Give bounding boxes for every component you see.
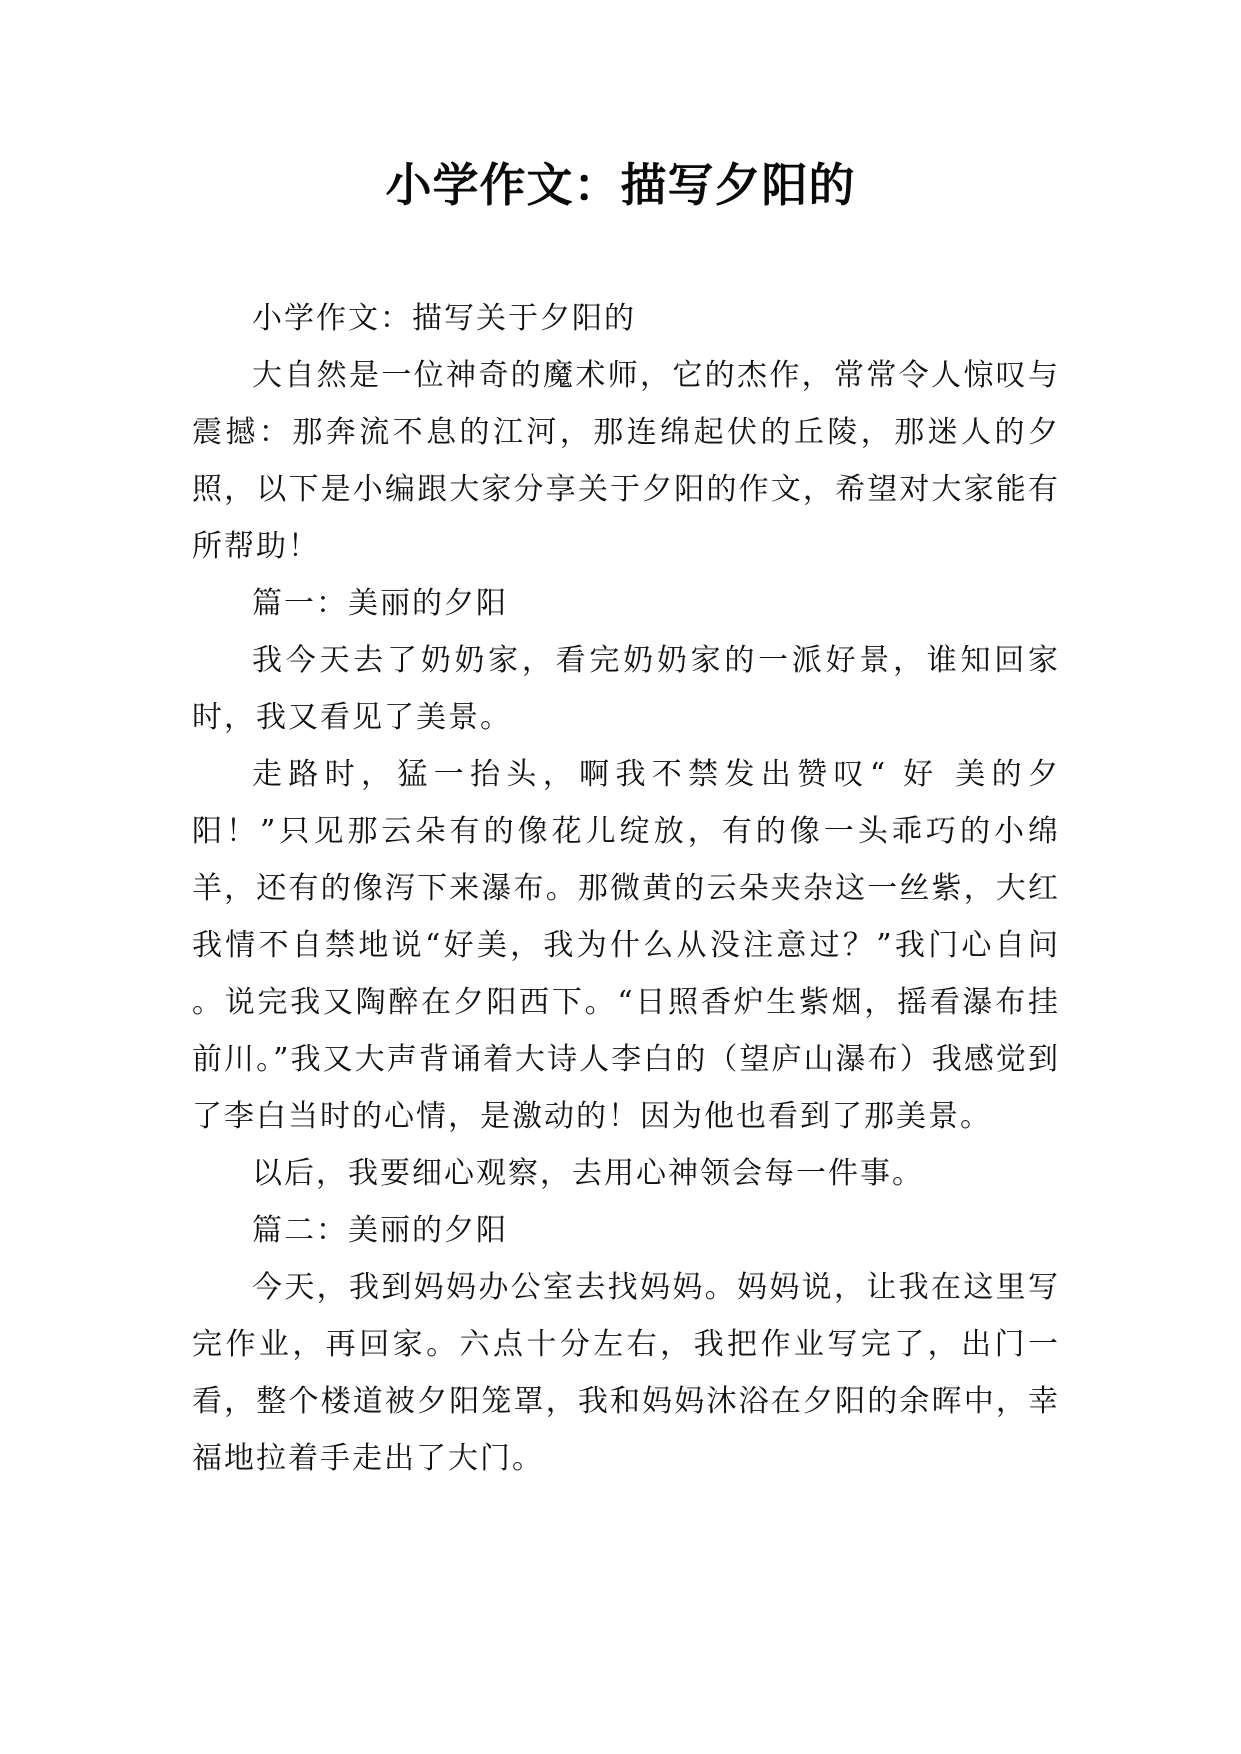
paragraph: 走路时，猛一抬头，啊我不禁发出赞叹“ 好 美的夕阳！”只见那云朵有的像花儿绽放，有的像一头乖巧的小绵羊，还有的像泻下来瀑布。那微黄的云朵夹杂这一丝紫，大红我情不自禁地说“好美，我为什么从没注意过？”我门心自问 。说完我又陶醉在夕阳西下。“日照香炉生紫烟，摇看瀑布挂前川。”我又大声背诵着大诗人李白的（望庐山瀑布）我感觉到了李白当时的心情，是激动的！因为他也看到了那美景。 — [192, 757, 1060, 1134]
section-heading-1: 篇一：美丽的夕阳 — [252, 586, 508, 621]
paragraph: 今天，我到妈妈办公室去找妈妈。妈妈说，让我在这里写完作业，再回家。六点十分左右，我把作业写完了，出门一看，整个楼道被夕阳笼罩，我和妈妈沐浴在夕阳的余晖中，幸福地拉着手走出了大门。 — [192, 1270, 1060, 1476]
paragraph: 我今天去了奶奶家，看完奶奶家的一派好景，谁知回家时，我又看见了美景。 — [192, 643, 1060, 735]
paragraph: 以后，我要细心观察，去用心神领会每一件事。 — [252, 1156, 924, 1191]
paragraph-intro: 大自然是一位神奇的魔术师，它的杰作，常常令人惊叹与震撼：那奔流不息的江河，那连绵起伏的丘陵，那迷人的夕照，以下是小编跟大家分享关于夕阳的作文，希望对大家能有所帮助！ — [192, 358, 1060, 564]
document-title: 小学作文：描写夕阳的 — [385, 158, 856, 212]
paragraph-subtitle: 小学作文：描写关于夕阳的 — [252, 301, 636, 336]
document-body — [192, 290, 1060, 1487]
section-heading-2: 篇二：美丽的夕阳 — [252, 1213, 508, 1248]
